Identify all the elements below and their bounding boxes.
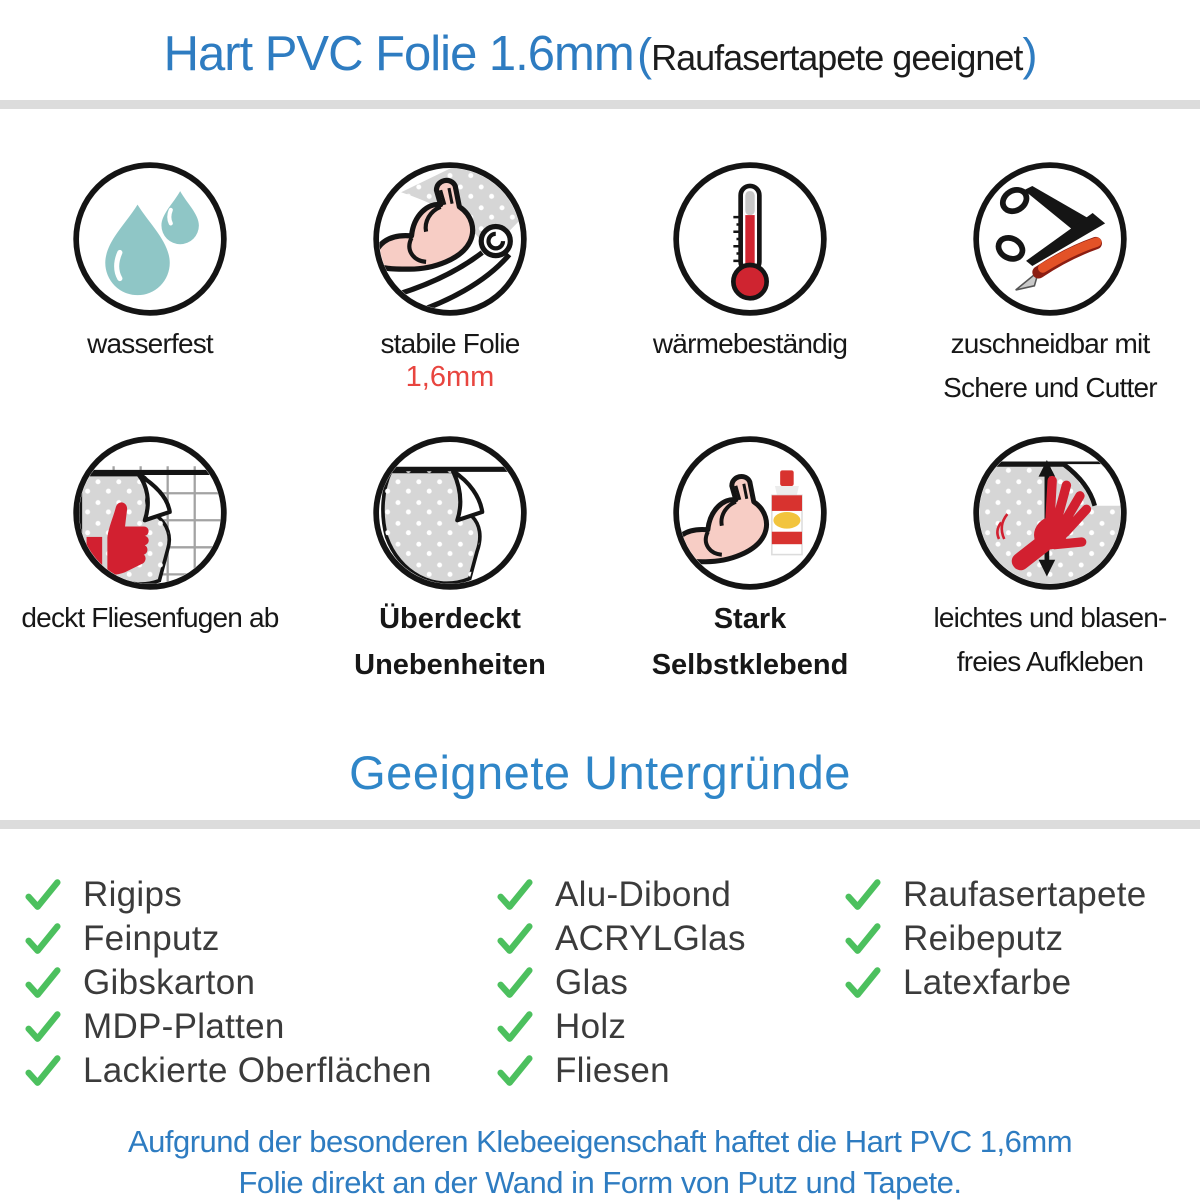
substrate-label: Reibeputz (903, 919, 1064, 958)
list-item (497, 917, 845, 961)
substrate-label: Feinputz (83, 919, 220, 958)
page-title-sub: Raufasertapete geeignet (651, 37, 1023, 78)
substrate-label: MDP-Platten (83, 1007, 285, 1046)
feature-zuschneidbar (900, 161, 1200, 405)
water-drops-icon (72, 161, 228, 317)
list-item (25, 961, 497, 1005)
check-icon (845, 877, 881, 913)
feature-grid (0, 161, 1200, 683)
list-item (497, 961, 845, 1005)
check-icon (497, 921, 533, 957)
substrate-list (0, 873, 1200, 1093)
feature-label: Schere und Cutter (943, 372, 1157, 403)
substrate-label: Glas (555, 963, 629, 1002)
feature-wasserfest (0, 161, 300, 405)
feature-label: freies Aufkleben (956, 646, 1144, 677)
footer-line-1: Aufgrund der besonderen Klebeeigenschaft haftet die Hart PVC 1,6mm (127, 1124, 1073, 1159)
feature-waermebestaendig (600, 161, 900, 405)
check-icon (497, 1053, 533, 1089)
paren-close: ) (1022, 29, 1037, 80)
feature-aufkleben (900, 435, 1200, 683)
substrate-label: Gibskarton (83, 963, 256, 1002)
feature-label: Überdeckt (379, 603, 521, 635)
check-icon (497, 965, 533, 1001)
paren-open: ( (637, 29, 652, 80)
foil-curl-icon (372, 435, 528, 591)
feature-label: Selbstklebend (651, 649, 849, 681)
hand-smoothing-icon (972, 435, 1128, 591)
feature-label: leichtes und blasen- (933, 602, 1167, 633)
check-icon (497, 877, 533, 913)
list-item (845, 917, 1200, 961)
scissors-cutter-icon (972, 161, 1128, 317)
feature-label: wasserfest (87, 328, 213, 359)
substrate-label: Lackierte Oberflächen (83, 1051, 432, 1090)
divider-bar-top (0, 100, 1200, 109)
check-icon (845, 965, 881, 1001)
muscle-arm-foil-icon (372, 161, 528, 317)
list-item (845, 961, 1200, 1005)
list-item (497, 873, 845, 917)
feature-label: stabile Folie (380, 328, 520, 359)
list-item (25, 917, 497, 961)
section-heading-untergruende: Geeignete Untergründe (349, 746, 851, 799)
list-item (25, 873, 497, 917)
page-title (0, 0, 1200, 82)
feature-stabile-folie (300, 161, 600, 405)
substrate-column-1 (25, 873, 497, 1093)
substrate-column-3 (845, 873, 1200, 1093)
check-icon (845, 921, 881, 957)
page-title-main: Hart PVC Folie 1.6mm (163, 27, 634, 81)
check-icon (25, 921, 61, 957)
substrate-column-2 (497, 873, 845, 1093)
list-item (497, 1005, 845, 1049)
thumbs-up-tiles-icon (72, 435, 228, 591)
list-item (25, 1005, 497, 1049)
list-item (845, 873, 1200, 917)
thermometer-icon (672, 161, 828, 317)
footer-line-2: Folie direkt an der Wand in Form von Putz und Tapete. (238, 1165, 962, 1200)
check-icon (25, 1053, 61, 1089)
feature-label: Stark (713, 603, 787, 635)
feature-unebenheiten (300, 435, 600, 683)
divider-bar-middle (0, 820, 1200, 829)
check-icon (25, 1009, 61, 1045)
muscle-arm-glue-icon (672, 435, 828, 591)
check-icon (497, 1009, 533, 1045)
check-icon (25, 965, 61, 1001)
substrate-label: Latexfarbe (903, 963, 1072, 1002)
check-icon (25, 877, 61, 913)
feature-selbstklebend (600, 435, 900, 683)
feature-label: wärmebeständig (652, 328, 848, 359)
feature-thickness-label: 1,6mm (405, 361, 495, 393)
substrate-label: ACRYLGlas (555, 919, 746, 958)
list-item (25, 1049, 497, 1093)
substrate-label: Alu-Dibond (555, 875, 732, 914)
list-item (497, 1049, 845, 1093)
footer-note (0, 1121, 1200, 1203)
feature-label: deckt Fliesenfugen ab (21, 602, 279, 633)
substrate-label: Fliesen (555, 1051, 670, 1090)
feature-label: Unebenheiten (354, 649, 546, 681)
feature-fliesenfugen (0, 435, 300, 683)
feature-label: zuschneidbar mit (950, 328, 1150, 359)
substrate-label: Rigips (83, 875, 183, 914)
substrate-label: Raufasertapete (903, 875, 1147, 914)
substrate-label: Holz (555, 1007, 627, 1046)
